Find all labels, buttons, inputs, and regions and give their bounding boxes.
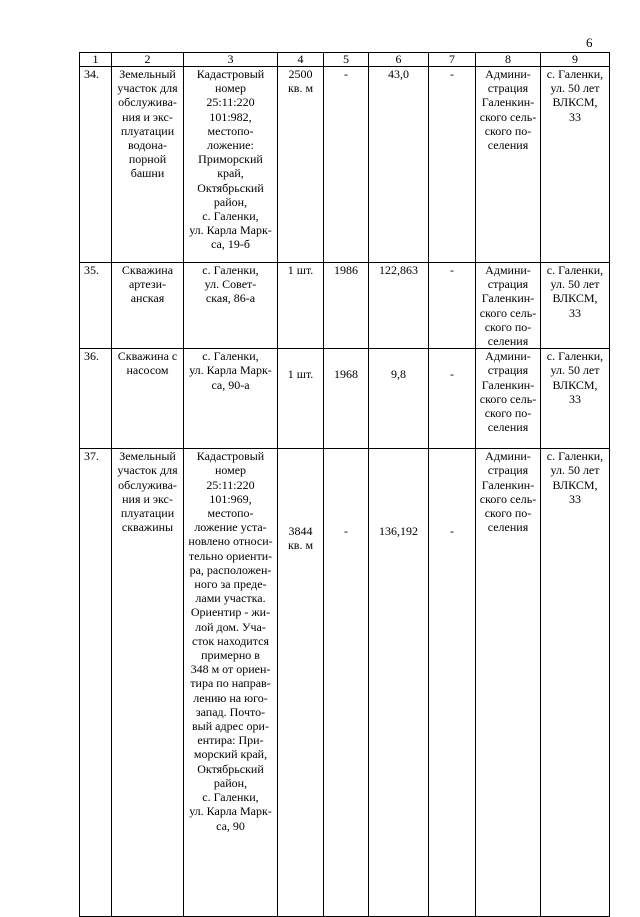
property-col7: - — [429, 263, 476, 349]
property-value: 122,863 — [369, 263, 429, 349]
row-number: 37. — [80, 449, 112, 917]
property-description: Кадастровый номер 25:11:220 101:982, местопо- ложение: Приморский край, Октябрьский район, с. Галенки, ул. Карла Марк- са, 19-б — [184, 67, 278, 263]
page-number: 6 — [586, 35, 593, 50]
property-name: Земельный участок для обслужива- ния и экс- плуатации скважины — [112, 449, 184, 917]
property-quantity: 3844 кв. м — [278, 449, 324, 917]
property-name: Земельный участок для обслужива- ния и экс- плуатации водона- порной башни — [112, 67, 184, 263]
table-row — [80, 349, 610, 449]
table-row — [80, 449, 610, 917]
holder-address: с. Галенки, ул. 50 лет ВЛКСМ, 33 — [541, 263, 610, 349]
property-name: Скважина артези- анская — [112, 263, 184, 349]
property-year: 1986 — [324, 263, 369, 349]
property-quantity: 2500 кв. м — [278, 67, 324, 263]
property-value: 136,192 — [369, 449, 429, 917]
property-holder: Админи- страция Галенкин- ского сель- ского по- селения — [476, 67, 541, 263]
column-header: 8 — [476, 53, 541, 67]
property-value: 9,8 — [369, 349, 429, 449]
column-header: 7 — [429, 53, 476, 67]
column-header: 9 — [541, 53, 610, 67]
row-number: 34. — [80, 67, 112, 263]
column-header: 1 — [80, 53, 112, 67]
property-description: с. Галенки, ул. Совет- ская, 86-а — [184, 263, 278, 349]
column-header: 2 — [112, 53, 184, 67]
column-header: 5 — [324, 53, 369, 67]
property-quantity: 1 шт. — [278, 349, 324, 449]
holder-address: с. Галенки, ул. 50 лет ВЛКСМ, 33 — [541, 449, 610, 917]
property-holder: Админи- страция Галенкин- ского сель- ского по- селения — [476, 349, 541, 449]
property-year: - — [324, 449, 369, 917]
column-header: 4 — [278, 53, 324, 67]
holder-address: с. Галенки, ул. 50 лет ВЛКСМ, 33 — [541, 349, 610, 449]
property-col7: - — [429, 67, 476, 263]
holder-address: с. Галенки, ул. 50 лет ВЛКСМ, 33 — [541, 67, 610, 263]
property-registry-table — [79, 52, 610, 917]
property-year: 1968 — [324, 349, 369, 449]
column-header: 3 — [184, 53, 278, 67]
property-description: с. Галенки, ул. Карла Марк- са, 90-а — [184, 349, 278, 449]
row-number: 36. — [80, 349, 112, 449]
property-year: - — [324, 67, 369, 263]
property-holder: Админи- страция Галенкин- ского сель- ского по- селения — [476, 449, 541, 917]
column-number-header-row — [80, 53, 610, 67]
column-header: 6 — [369, 53, 429, 67]
property-holder: Админи- страция Галенкин- ского сель- ского по- селения — [476, 263, 541, 349]
table-row — [80, 263, 610, 349]
property-description: Кадастровый номер 25:11:220 101:969, местопо- ложение уста- новлено относи- тельно ориенти- ра, расположен- ного за преде- лами участка. Ориентир - жи- лой дом. Уча- сток находится примерно в 348 м от ориен- тира по направ- лению на юго- запад. Почто- вый адрес ори- ентира: При- морский край, Октябрьский район, с. Галенки, ул. Карла Марк- са, 90 — [184, 449, 278, 917]
property-col7: - — [429, 449, 476, 917]
table-row — [80, 67, 610, 263]
property-col7: - — [429, 349, 476, 449]
property-name: Скважина с насосом — [112, 349, 184, 449]
property-value: 43,0 — [369, 67, 429, 263]
row-number: 35. — [80, 263, 112, 349]
property-quantity: 1 шт. — [278, 263, 324, 349]
